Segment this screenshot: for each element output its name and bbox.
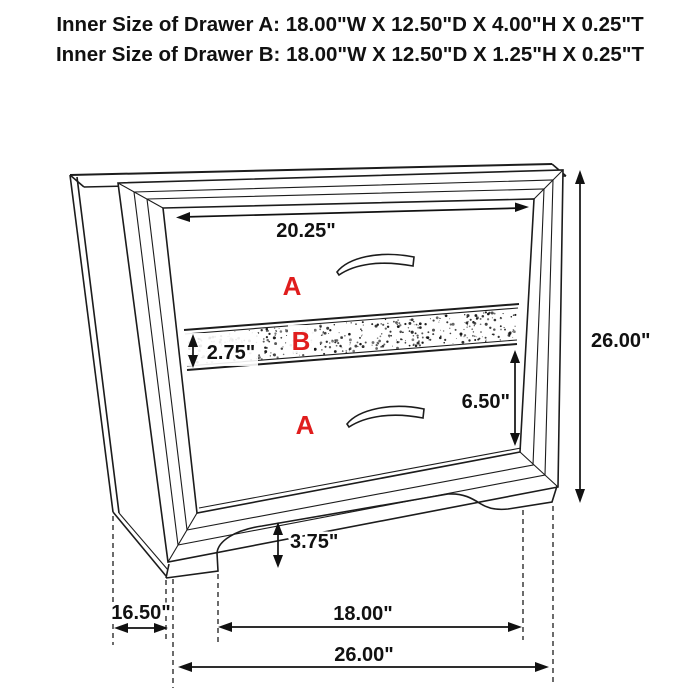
label-drawer-b: B [291,326,311,356]
dim-opening-width: 20.25" [276,220,336,242]
dim-overall-width: 26.00" [334,644,394,666]
label-drawer-a-bottom: A [295,410,315,440]
left-foot [166,564,169,578]
dim-band-height: 2.75" [206,342,256,364]
dim-side-depth: 16.50" [111,602,171,624]
dim-side-depth-arrow [114,623,168,633]
header-line-1: Inner Size of Drawer A: 18.00"W X 12.50"D X 4.00"H X 0.25"T [56,13,644,36]
header-line-2: Inner Size of Drawer B: 18.00"W X 12.50"D X 1.25"H X 0.25"T [55,43,645,66]
dim-overall-height-arrow [575,170,585,503]
dim-foot-clearance: 3.75" [290,531,339,553]
label-drawer-a-top: A [282,271,302,301]
dim-lower-drawer-height: 6.50" [461,391,510,413]
dim-foot-span: 18.00" [333,603,393,625]
dim-overall-height: 26.00" [591,330,651,352]
